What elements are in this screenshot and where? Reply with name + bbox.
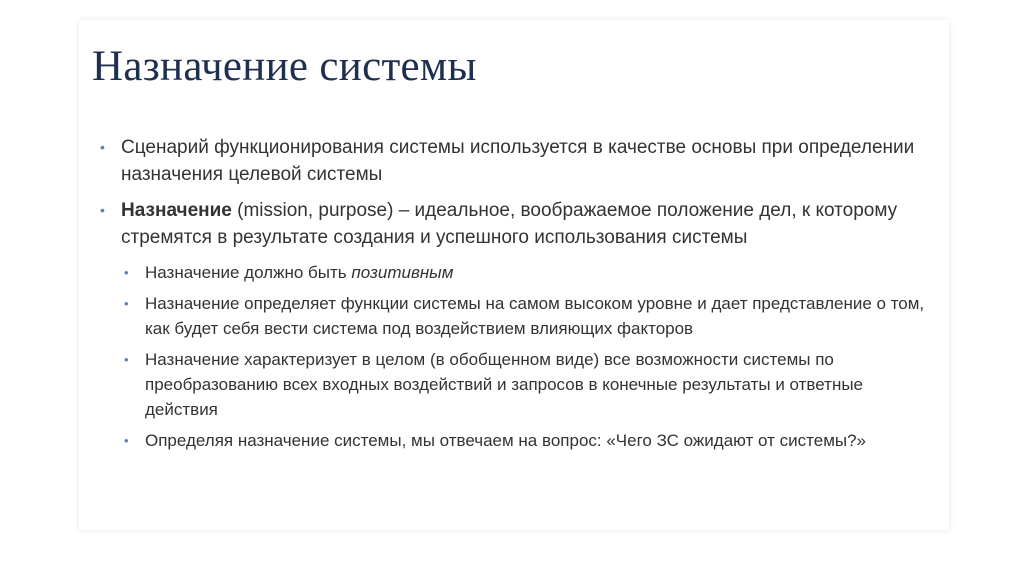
sub-bullet-italic: позитивным: [351, 263, 454, 282]
sub-bullet-icon: •: [124, 433, 129, 448]
sub-bullet-item: [100, 428, 940, 453]
bullet-bold-term: Назначение: [121, 200, 232, 221]
sub-bullet-icon: •: [124, 352, 129, 367]
bullet-icon: •: [100, 202, 105, 218]
bullet-text: (mission, purpose) – идеальное, воображаемое положение дел, к которому стремятся в результате создания и успешного использования системы: [121, 200, 898, 248]
sub-bullet-icon: •: [124, 265, 129, 280]
sub-bullet-item: [100, 347, 940, 422]
slide-body: [100, 134, 940, 459]
bullet-icon: •: [100, 139, 105, 155]
bullet-item: [100, 197, 940, 251]
sub-bullet-item: [100, 291, 940, 341]
sub-bullet-text: Определяя назначение системы, мы отвечаем на вопрос: «Чего ЗС ожидают от системы?»: [145, 431, 867, 450]
sub-bullet-text: Назначение должно быть: [145, 263, 352, 282]
bullet-text: Сценарий функционирования системы используется в качестве основы при определении назначения целевой системы: [121, 137, 915, 185]
sub-bullet-text: Назначение характеризует в целом (в обобщенном виде) все возможности системы по преобразованию всех входных воздействий и запросов в конечные результаты и ответные действия: [145, 350, 864, 419]
sub-bullet-item: [100, 260, 940, 285]
sub-bullet-icon: •: [124, 296, 129, 311]
slide-title: Назначение системы: [92, 43, 477, 90]
bullet-item: [100, 134, 940, 188]
sub-bullet-text: Назначение определяет функции системы на самом высоком уровне и дает представление о том, как будет себя вести система под воздействием влияющих факторов: [145, 294, 925, 338]
